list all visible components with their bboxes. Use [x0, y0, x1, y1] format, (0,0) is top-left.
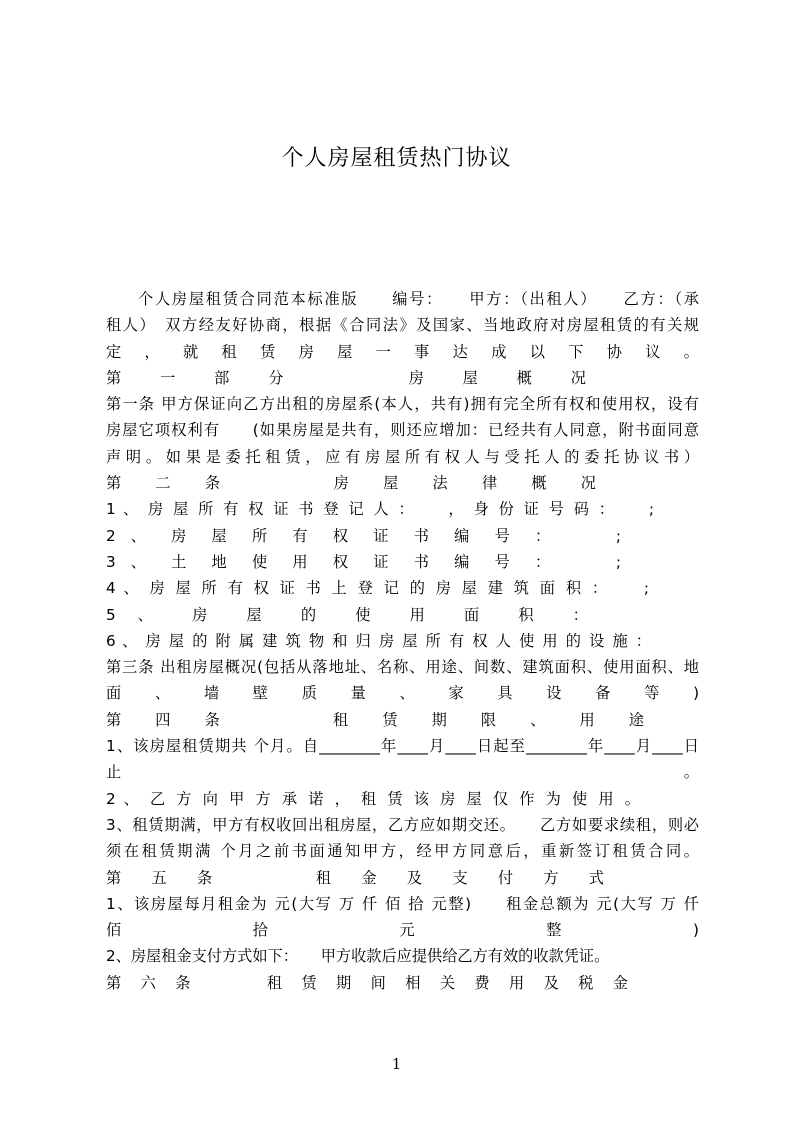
text-line: 定 ， 就 租 赁 房 屋 一 事 达 成 以 下 协 议 。	[106, 342, 699, 361]
text-line: 4 、 房 屋 所 有 权 证 书 上 登 记 的 房 屋 建 筑 面 积 ： ;	[106, 579, 649, 598]
text-line: 1、该房屋租赁期共 个月。自________年____月____日起至________年____月____日	[106, 737, 699, 756]
text-line: 1 、 房 屋 所 有 权 证 书 登 记 人 ： ， 身 份 证 号 码 ： ;	[106, 500, 654, 519]
text-line: 个人房屋租赁合同范本标准版 编号： 甲方：（出租人） 乙方：（承	[138, 290, 699, 308]
section-heading: 第 二 条 房 屋 法 律 概 况	[106, 474, 596, 493]
text-line: 6 、 房 屋 的 附 属 建 筑 物 和 归 房 屋 所 有 权 人 使 用 的 设 施 ：	[106, 631, 651, 650]
text-line: 租人） 双方经友好协商，根据《合同法》及国家、当地政府对房屋租赁的有关规	[106, 316, 699, 335]
text-line: 佰 拾 元 整 )	[106, 921, 699, 940]
text-line: 3、租赁期满，甲方有权收回出租房屋，乙方应如期交还。 乙方如要求续租，则必	[106, 815, 699, 834]
text-line: 5 、 房 屋 的 使 用 面 积 ：	[106, 605, 588, 624]
text-line: 第三条 出租房屋概况(包括从落地址、名称、用途、间数、建筑面积、使用面积、地	[106, 658, 699, 677]
text-line: 2 、 乙 方 向 甲 方 承 诺 ， 租 赁 该 房 屋 仅 作 为 使 用 。	[106, 789, 640, 808]
text-line: 3 、 土 地 使 用 权 证 书 编 号 ： ;	[106, 552, 621, 571]
text-line: 面 、 墙 壁 质 量 、 家 具 设 备 等 )	[106, 684, 699, 703]
text-line: 第一条 甲方保证向乙方出租的房屋系(本人，共有)拥有完全所有权和使用权，设有	[106, 395, 699, 414]
page-number: 1	[391, 1055, 402, 1073]
text-line: 1、该房屋每月租金为 元(大写 万 仟 佰 拾 元整) 租金总额为 元(大写 万 仟	[106, 894, 699, 913]
text-line: 声明。如果是委托租赁，应有房屋所有权人与受托人的委托协议书）	[106, 447, 699, 466]
section-heading: 第 五 条 租 金 及 支 付 方 式	[106, 868, 604, 887]
text-line: 2 、 房 屋 所 有 权 证 书 编 号 ： ;	[106, 526, 621, 545]
section-heading: 第 六 条 租 赁 期 间 相 关 费 用 及 税 金	[106, 973, 628, 992]
section-heading: 第 四 条 租 赁 期 限 、 用 途	[106, 710, 644, 729]
text-line: 2、房屋租金支付方式如下： 甲方收款后应提供给乙方有效的收款凭证。	[106, 947, 610, 966]
text-line: 须在租赁期满 个月之前书面通知甲方，经甲方同意后，重新签订租赁合同。	[106, 842, 699, 861]
contract-body	[106, 286, 699, 996]
document-title: 个人房屋租赁热门协议	[281, 146, 512, 171]
text-line: 房屋它项权利有 (如果房屋是共有，则还应增加：已经共有人同意，附书面同意	[106, 421, 699, 440]
section-heading: 第 一 部 分 房 屋 概 况	[106, 368, 586, 387]
text-line: 止 。	[106, 763, 699, 782]
